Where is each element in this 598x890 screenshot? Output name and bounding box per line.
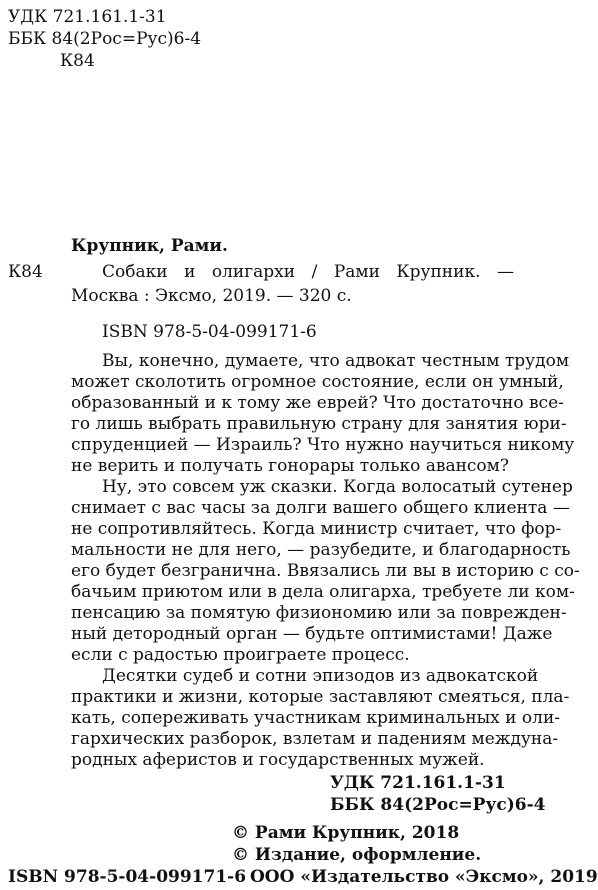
annotation-line: бачьим приютом или в дела олигарха, требуете ли ком- <box>71 582 575 602</box>
annotation-line: пенсацию за помятую физиономию или за поврежден- <box>71 603 567 623</box>
annotation-line: спруденцией — Израиль? Что нужно научиться никому <box>71 435 575 455</box>
author-name: Крупник, Рами. <box>71 236 228 256</box>
annotation-line: го лишь выбрать правильную страну для занятия юри- <box>71 414 567 434</box>
annotation-line: ный детородный орган — будьте оптимистами! Даже <box>71 624 553 644</box>
annotation-line: Ну, это совсем уж сказки. Когда волосатый сутенер <box>102 477 573 497</box>
annotation-line: если с радостью проиграете процесс. <box>71 645 410 665</box>
author-mark: К84 <box>60 51 95 71</box>
annotation-line: снимает с вас часы за долги вашего общего клиента — <box>71 498 570 518</box>
entry-author-mark: К84 <box>8 262 43 282</box>
copyright-author: © Рами Крупник, 2018 <box>232 823 460 843</box>
annotation-line: гархических разборок, взлетам и падениям междуна- <box>71 729 559 749</box>
annotation-line: не верить и получать гонорары только авансом? <box>71 456 510 476</box>
footer-isbn: ISBN 978-5-04-099171-6 <box>8 867 247 887</box>
annotation-line: образованный и к тому же еврей? Что достаточно все- <box>71 393 564 413</box>
copyright-publisher: ООО «Издательство «Эксмо», 2019 <box>250 867 598 887</box>
annotation-line: Десятки судеб и сотни эпизодов из адвокатской <box>102 666 539 686</box>
annotation-line: кать, сопереживать участникам криминальных и оли- <box>71 708 561 728</box>
annotation-line: его будет безгранична. Ввязались ли вы в историю с со- <box>71 561 580 581</box>
udk-code: УДК 721.161.1-31 <box>8 7 167 27</box>
annotation-line: Вы, конечно, думаете, что адвокат честным трудом <box>102 351 570 371</box>
annotation-line: не сопротивляйтесь. Когда министр считает, что фор- <box>71 519 562 539</box>
annotation-line: мальности не для него, — разубедите, и благодарность <box>71 540 571 560</box>
annotation-line: практики и жизни, которые заставляют смеяться, пла- <box>71 687 570 707</box>
footer-bbk-code: ББК 84(2Рос=Рус)6-4 <box>330 795 546 815</box>
isbn-entry: ISBN 978-5-04-099171-6 <box>102 322 317 342</box>
publication-line: Москва : Эксмо, 2019. — 320 с. <box>71 286 352 306</box>
footer-udk-code: УДК 721.161.1-31 <box>330 773 506 793</box>
annotation-line: может сколотить огромное состояние, если он умный, <box>71 372 564 392</box>
annotation-line: родных аферистов и государственных мужей. <box>71 750 485 770</box>
book-title-line: Собаки и олигархи / Рами Крупник. — <box>102 262 514 282</box>
bbk-code: ББК 84(2Рос=Рус)6-4 <box>8 29 202 49</box>
copyright-edition: © Издание, оформление. <box>232 845 482 865</box>
